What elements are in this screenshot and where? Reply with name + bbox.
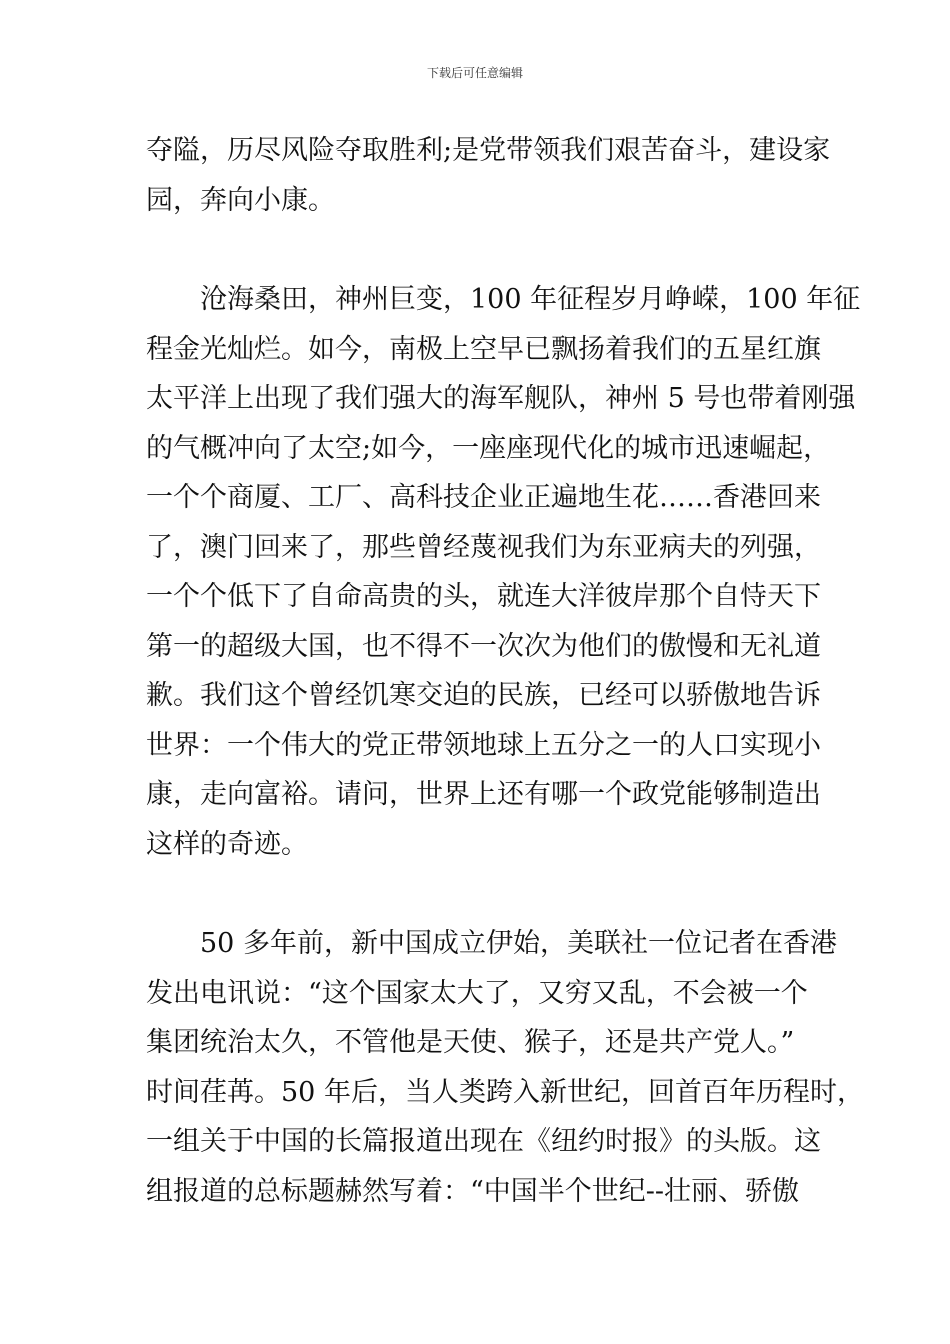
text-line: 程金光灿烂。如今，南极上空早已飘扬着我们的五星红旗 [146,333,821,365]
text-line: 世界：一个伟大的党正带领地球上五分之一的人口实现小 [146,729,821,761]
text-line: 第一的超级大国，也不得不一次次为他们的傲慢和无礼道 [146,630,821,662]
text-line: 的气概冲向了太空;如今，一座座现代化的城市迅速崛起， [146,432,831,464]
text-line: 发出电讯说：“这个国家太大了，又穷又乱，不会被一个 [146,977,808,1009]
text-line: 沧海桑田，神州巨变，100 年征程岁月峥嵘，100 年征 [200,284,861,315]
paragraph-2 [146,275,861,869]
text-line: 一个个商厦、工厂、高科技企业正遍地生花……香港回来 [146,482,821,513]
text-line: 组报道的总标题赫然写着：“中国半个世纪--壮丽、骄傲 [146,1175,800,1207]
text-line: 了，澳门回来了，那些曾经蔑视我们为东亚病夫的列强， [146,531,821,563]
paragraph-1 [146,126,831,225]
page-header: 下载后可任意编辑 [426,66,523,80]
text-line: 时间荏苒。50 年后，当人类跨入新世纪，回首百年历程时， [146,1076,864,1108]
text-line: 康，走向富裕。请问，世界上还有哪一个政党能够制造出 [146,779,821,810]
document-body [146,126,864,1216]
paragraph-spacer [146,869,816,919]
text-line: 50 多年前，新中国成立伊始，美联社一位记者在香港 [200,928,837,959]
text-line: 夺隘，历尽风险夺取胜利;是党带领我们艰苦奋斗，建设家 [146,135,831,166]
text-line: 这样的奇迹。 [146,828,308,860]
text-line: 集团统治太久，不管他是天使、猴子，还是共产党人。” [146,1027,795,1058]
text-line: 一组关于中国的长篇报道出现在《纽约时报》的头版。这 [146,1126,821,1157]
text-line: 太平洋上出现了我们强大的海军舰队，神州 5 号也带着刚强 [146,383,856,414]
text-line: 园，奔向小康。 [146,184,335,216]
paragraph-3 [146,919,864,1216]
text-line: 一个个低下了自命高贵的头，就连大洋彼岸那个自恃天下 [146,581,821,612]
text-line: 歉。我们这个曾经饥寒交迫的民族，已经可以骄傲地告诉 [146,680,821,711]
paragraph-spacer [146,225,816,275]
